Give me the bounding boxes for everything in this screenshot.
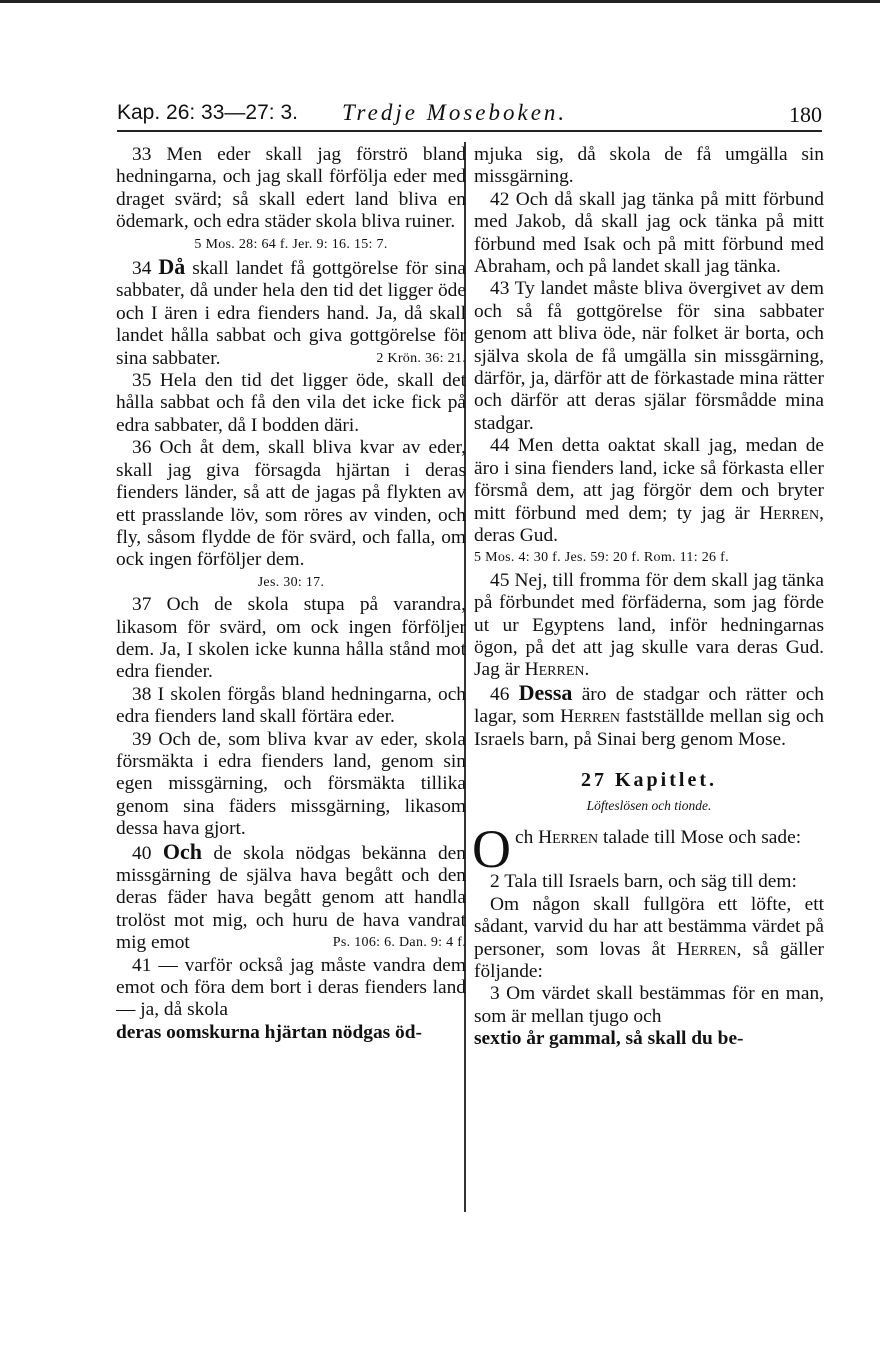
verse-text: äro de stadgar och rätter och lagar, som	[474, 683, 824, 728]
chapter-reference: Kap. 26: 33—27: 3.	[117, 101, 298, 124]
verse-39: 39 Och de, som bliva kvar av eder, skola försmäkta i edra fienders land, genom sin egen missgärning, och försmäkta tillika genom sina fäders missgärning, likasom dessa hava gjort.	[116, 728, 466, 840]
verse-34	[116, 256, 466, 370]
verse-text: de skola nödgas bekänna den missgärning de själva hava begått och den deras fäder hava begått genom att handla trolöst mot mig, och huru de hava vandrat mig emot	[116, 842, 466, 954]
chapter-27-verse-3: 3 Om värdet skall bestämmas för en man, som är mellan tjugo och	[474, 983, 824, 1027]
verse-46	[474, 679, 824, 751]
verse-41-last-line: deras oomskurna hjärtan nödgas öd-	[116, 1021, 422, 1043]
chapter-heading: 27 Kapitlet.	[581, 768, 717, 791]
chapter-subtitle: Löfteslösen och tionde.	[586, 797, 712, 813]
verse-42: 42 Och då skall jag tänka på mitt förbund med Jakob, då skall jag ock tänka på mitt förbund med Isak och på mitt förbund med Abraham, och på landet skall jag tänka.	[474, 188, 824, 278]
top-edge-bar	[0, 0, 880, 3]
verse-text: Om någon skall fullgöra ett löfte, ett sådant, varvid du har att bestämma värdet på personer, som lovas åt	[474, 893, 824, 960]
book-title: Tredje Moseboken.	[342, 100, 568, 125]
drop-cap: O	[472, 819, 511, 880]
right-column	[474, 144, 824, 1051]
initial-word: Dessa	[518, 679, 573, 705]
page-number: 180	[789, 102, 822, 127]
initial-word: Då	[158, 254, 186, 280]
verse-text: , så gäller följande:	[474, 938, 825, 982]
verse-text: 45 Nej, till fromma för dem skall jag tänka på förbundet med förfäderna, som jag förde ut ur Egyptens land, inför hedningarnas ögon, på det att jag skulle vara deras Gud. Jag är	[474, 569, 824, 681]
verse-41: 41 — varför också jag måste vandra dem emot och föra dem bort i deras fienders land — ja, då skola	[116, 954, 466, 1021]
verse-text: talade till Mose och sade:	[602, 827, 802, 849]
chapter-27-verse-2: 2 Tala till Israels barn, och säg till dem:	[490, 871, 797, 893]
chapter-27-verse-3-last-line: sextio år gammal, så skall du be-	[474, 1028, 744, 1050]
verse-44	[474, 435, 824, 547]
verse-text: .	[584, 659, 590, 681]
verse-text: fastställde mellan sig och Israels barn, på Sinai berg genom Mose.	[474, 706, 824, 750]
verse-41-continuation: mjuka sig, då skola de få umgälla sin missgärning.	[474, 144, 824, 188]
verse-43: 43 Ty landet måste bliva övergivet av dem och så få gottgörelse för sina sabbater genom att bliva öde, när folket är borta, och själva skola de få umgälla sin missgärning, därför, ja, därför att de förkastade mina rätter och därför att deras själar försmådde mina stadgar.	[474, 278, 824, 434]
initial-word: Och	[162, 838, 202, 864]
verse-40	[116, 838, 466, 955]
verse-36: 36 Och åt dem, skall bliva kvar av eder, skall jag giva försagda hjärtan i deras fienders länder, så att de jagas på flykten av ett prasslande löv, som röres av vinden, och fly, såsom flydde de för svärd, och falla, om ock ingen förföljer dem.	[116, 437, 466, 571]
verse-number: 34	[132, 258, 152, 280]
cross-reference-36: Jes. 30: 17.	[257, 574, 325, 590]
cross-reference-33: 5 Mos. 28: 64 f. Jer. 9: 16. 15: 7.	[194, 236, 388, 252]
verse-number: 40	[132, 842, 152, 864]
verse-text: ch	[515, 827, 534, 849]
lord-name: Herren	[538, 827, 599, 849]
lord-name: Herren	[560, 706, 621, 728]
chapter-27-verse-1	[472, 819, 824, 880]
verse-38: 38 I skolen förgås bland hedningarna, och edra fienders land skall förtära eder.	[116, 683, 466, 728]
cross-reference-40: Ps. 106: 6. Dan. 9: 4 f.	[332, 935, 466, 951]
chapter-27-verse-2-cont	[474, 894, 824, 984]
left-column	[116, 144, 466, 1044]
verse-33: 33 Men eder skall jag förströ bland hedningarna, och jag skall förfölja eder med draget svärd; så skall edert land bliva en ödemark, och edra städer skola bliva ruiner.	[116, 144, 466, 233]
lord-name: Herren	[759, 502, 820, 524]
lord-name: Herren	[676, 938, 737, 960]
verse-35: 35 Hela den tid det ligger öde, skall det hålla sabbat och få den vila det icke fick på edra sabbater, då I bodden däri.	[116, 370, 466, 436]
page-header	[117, 96, 822, 132]
verse-text: skall landet få gottgörelse för sina sabbater, då under hela den tid det ligger öde och I ären i edra fienders hand. Ja, då skall landet hålla sabbat och giva gottgörelse för sina sabbater.	[116, 258, 466, 369]
cross-reference-44: 5 Mos. 4: 30 f. Jes. 59: 20 f. Rom. 11: 26 f.	[474, 550, 729, 566]
cross-reference-34: 2 Krön. 36: 21.	[376, 350, 466, 366]
verse-number: 46	[490, 683, 510, 705]
verse-text: , deras Gud.	[474, 502, 824, 546]
verse-text: 44 Men detta oaktat skall jag, medan de äro i sina fienders land, icke så förkasta eller försmå dem, att jag förgör dem och bryter mitt förbund med dem; ty jag är	[474, 435, 824, 524]
lord-name: Herren	[524, 659, 585, 681]
verse-45	[474, 570, 824, 682]
verse-37: 37 Och de skola stupa på varandra, likasom för svärd, om ock ingen förföljer dem. Ja, I skolen icke kunna hålla stånd mot edra fiender.	[116, 594, 466, 683]
